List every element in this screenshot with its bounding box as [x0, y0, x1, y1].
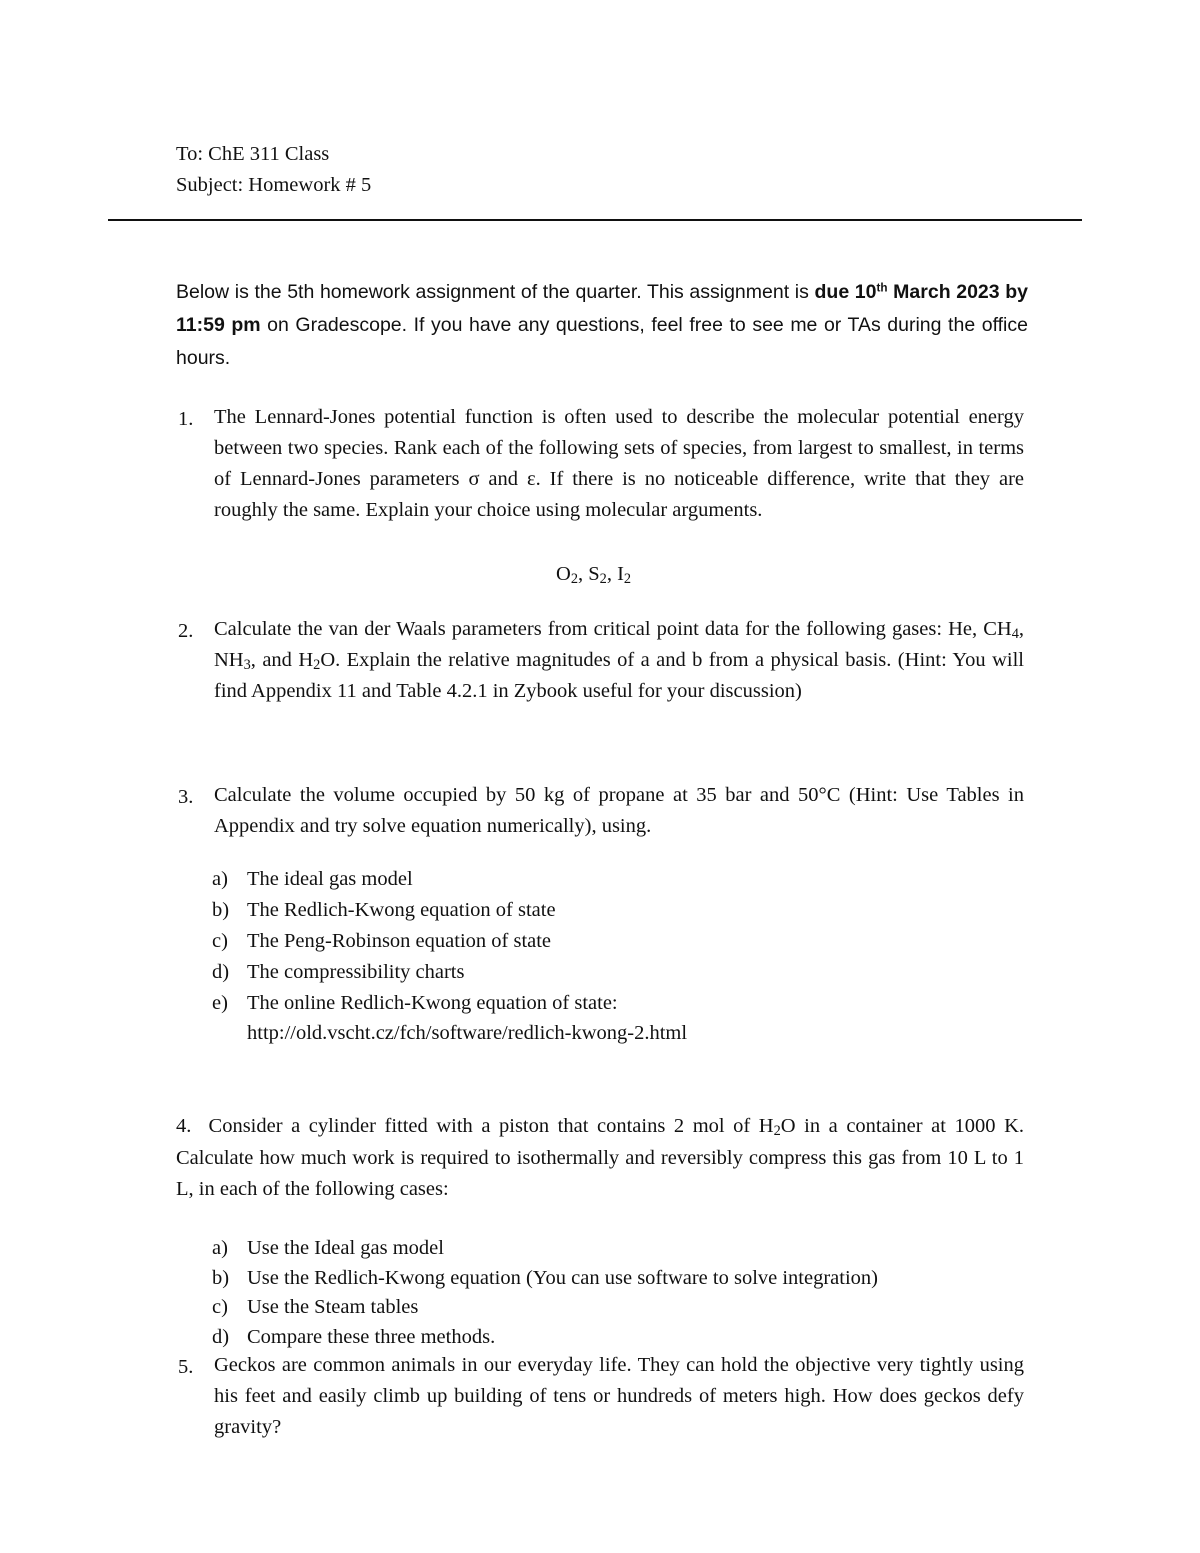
q3-item-a: The ideal gas model — [247, 868, 413, 890]
q2-sub-2: 3 — [243, 656, 251, 673]
q3-link[interactable]: http://old.vscht.cz/fch/software/redlich-kwong-2.html — [247, 1022, 688, 1044]
q1-species — [556, 563, 631, 586]
species-o: O — [556, 563, 571, 585]
q2-sub-1: 4 — [1011, 625, 1019, 642]
q4-item-d-label: d) — [212, 1326, 230, 1348]
intro-due-b: March 2023 by 11:59 pm — [176, 281, 1029, 336]
intro-due-sup: th — [876, 281, 888, 295]
q5-number: 5. — [178, 1356, 194, 1378]
memo-to: To: ChE 311 Class — [176, 143, 330, 165]
q3-item-e-label: e) — [212, 992, 228, 1014]
q4-sub-1: 2 — [773, 1122, 781, 1139]
q2-number: 2. — [178, 620, 194, 642]
q1-text: The Lennard-Jones potential function is often used to describe the molecular potential energy between two species. Rank each of the following sets of species, from largest to smallest, in terms of Lennard-Jones parameters σ and ε. If there is no noticeable difference, write that they are roughly the same. Explain your choice using molecular arguments. — [214, 406, 1024, 521]
q3-item-b: The Redlich-Kwong equation of state — [247, 899, 556, 921]
intro-paragraph — [176, 276, 1028, 375]
header-divider — [108, 219, 1082, 221]
intro-due-a: due 10 — [814, 281, 877, 303]
q4-item-d: Compare these three methods. — [247, 1326, 496, 1348]
q2-text-3: , and H — [250, 649, 314, 671]
q1-number: 1. — [178, 408, 194, 430]
q2-text-1: Calculate the van der Waals parameters from critical point data for the following gases: He, CH — [214, 618, 1012, 640]
q3-item-e: The online Redlich-Kwong equation of state: — [247, 992, 618, 1014]
q3-item-a-label: a) — [212, 868, 228, 890]
species-i-sub: 2 — [623, 570, 632, 587]
q4-text-2: O in a container at 1000 K. Calculate how much work is required to isothermally and reversibly compress this gas from 10 L to 1 L, in each of the following cases: — [176, 1115, 1025, 1200]
q2-text-4: O. Explain the relative magnitudes of a and b from a physical basis. (Hint: You will find Appendix 11 and Table 4.2.1 in Zybook useful for your discussion) — [214, 649, 1024, 702]
q4-item-b: Use the Redlich-Kwong equation (You can use software to solve integration) — [247, 1267, 878, 1289]
q4-item-a: Use the Ideal gas model — [247, 1237, 444, 1259]
memo-subject: Subject: Homework # 5 — [176, 174, 372, 196]
q2-text — [214, 614, 1024, 707]
species-s: , S — [577, 563, 600, 585]
q4-text — [176, 1111, 1024, 1206]
intro-text-2: on Gradescope. If you have any questions, feel free to see me or TAs during the office hours. — [176, 314, 1028, 369]
q3-text: Calculate the volume occupied by 50 kg of propane at 35 bar and 50°C (Hint: Use Tables in Appendix and try solve equation numerically), using. — [214, 784, 1024, 837]
q2-sub-3: 2 — [313, 656, 321, 673]
q5-text: Geckos are common animals in our everyday life. They can hold the objective very tightly using his feet and easily climb up building of tens or hundreds of meters high. How does geckos defy gravity? — [214, 1354, 1024, 1438]
q2-text-2: , NH — [214, 618, 1024, 671]
species-s-sub: 2 — [599, 570, 607, 587]
species-i: , I — [606, 563, 624, 585]
q3-item-d: The compressibility charts — [247, 961, 465, 983]
q4-item-a-label: a) — [212, 1237, 228, 1259]
q3-item-c-label: c) — [212, 930, 228, 952]
q4-item-b-label: b) — [212, 1267, 230, 1289]
q4-item-c-label: c) — [212, 1296, 228, 1318]
q4-number: 4. — [176, 1115, 192, 1137]
q4-text-1: Consider a cylinder fitted with a piston that contains 2 mol of H — [208, 1115, 774, 1137]
q3-item-c: The Peng-Robinson equation of state — [247, 930, 552, 952]
intro-text-1: Below is the 5th homework assignment of the quarter. This assignment is — [176, 281, 815, 303]
q4-item-c: Use the Steam tables — [247, 1296, 419, 1318]
q3-item-b-label: b) — [212, 899, 230, 921]
q3-number: 3. — [178, 786, 194, 808]
q3-item-d-label: d) — [212, 961, 230, 983]
species-o-sub: 2 — [570, 570, 578, 587]
